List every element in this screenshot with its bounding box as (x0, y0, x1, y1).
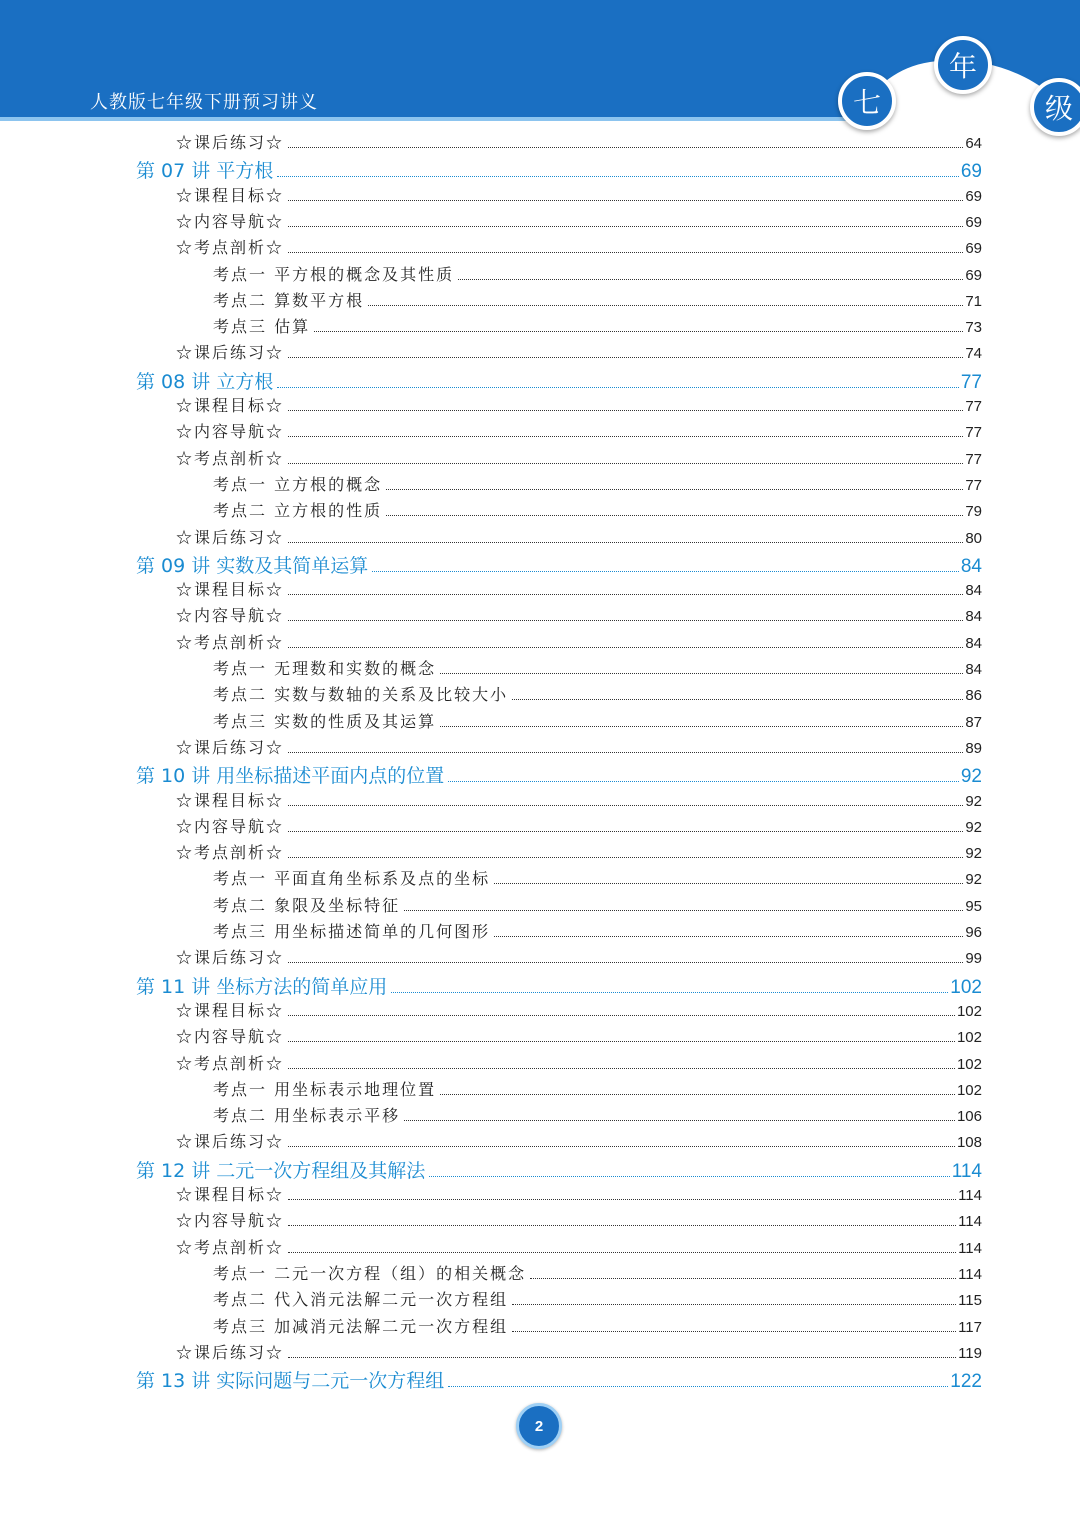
toc-dot-leader (404, 909, 963, 911)
toc-entry-label: ☆课后练习☆ (176, 1342, 285, 1362)
toc-chapter-entry[interactable] (136, 1156, 982, 1183)
toc-dot-leader (288, 356, 963, 358)
toc-entry-label: 第 08 讲 立方根 (136, 370, 274, 393)
toc-section-entry[interactable] (176, 446, 982, 469)
toc-entry-label: ☆课程目标☆ (176, 1185, 285, 1204)
toc-entry-page: 69 (960, 161, 982, 183)
toc-entry-label: 第 07 讲 平方根 (136, 160, 274, 183)
toc-section-entry[interactable] (176, 577, 982, 600)
toc-entry-label: 考点一 平方根的概念及其性质 (213, 264, 455, 284)
toc-dot-leader (440, 1093, 955, 1095)
toc-dot-leader (404, 1119, 955, 1121)
toc-entry-page: 69 (965, 266, 982, 284)
toc-dot-leader (512, 1303, 956, 1305)
toc-section-entry[interactable] (176, 393, 982, 416)
toc-entry-label: ☆考点剖析☆ (176, 238, 285, 258)
toc-entry-label: 第 13 讲 实际问题与二元一次方程组 (136, 1370, 445, 1393)
toc-entry-label: ☆考点剖析☆ (176, 632, 285, 652)
toc-dot-leader (288, 1014, 955, 1016)
toc-entry-page: 92 (965, 845, 982, 863)
toc-dot-leader (391, 991, 948, 993)
toc-entry-page: 102 (956, 1055, 982, 1073)
toc-point-entry[interactable] (213, 498, 982, 521)
toc-section-entry[interactable] (176, 235, 982, 258)
toc-entry-label: 考点一 立方根的概念 (213, 474, 383, 494)
toc-dot-leader (288, 541, 963, 543)
toc-chapter-entry[interactable] (136, 1366, 982, 1393)
toc-entry-label: 考点一 二元一次方程（组）的相关概念 (213, 1263, 527, 1283)
toc-section-entry[interactable] (176, 340, 982, 363)
toc-dot-leader (429, 1175, 949, 1177)
toc-dot-leader (448, 1385, 948, 1387)
toc-point-entry[interactable] (213, 866, 982, 889)
toc-dot-leader (368, 304, 963, 306)
toc-section-entry[interactable] (176, 840, 982, 863)
toc-entry-page: 92 (965, 871, 982, 889)
toc-entry-page: 89 (965, 739, 982, 757)
toc-entry-label: 考点二 象限及坐标特征 (213, 895, 401, 915)
toc-entry-page: 84 (965, 661, 982, 678)
toc-entry-page: 64 (965, 135, 982, 152)
toc-entry-label: 考点二 实数与数轴的关系及比较大小 (213, 685, 509, 705)
toc-entry-label: ☆课程目标☆ (176, 396, 285, 415)
toc-dot-leader (530, 1277, 956, 1279)
toc-entry-label: 考点二 代入消元法解二元一次方程组 (213, 1290, 509, 1310)
toc-entry-page: 114 (958, 1187, 982, 1204)
toc-entry-label: 考点二 用坐标表示平移 (213, 1106, 401, 1126)
toc-entry-page: 84 (965, 582, 982, 600)
toc-entry-page: 92 (960, 766, 982, 788)
toc-section-entry[interactable] (176, 525, 982, 548)
toc-point-entry[interactable] (213, 1314, 982, 1337)
toc-entry-page: 102 (956, 1029, 982, 1047)
toc-entry-page: 102 (956, 1002, 982, 1020)
toc-entry-page: 117 (958, 1318, 982, 1336)
toc-entry-label: ☆考点剖析☆ (176, 1053, 285, 1073)
toc-dot-leader (288, 1198, 956, 1200)
toc-entry-label: ☆课后练习☆ (176, 1132, 285, 1152)
toc-entry-page: 77 (965, 476, 982, 494)
toc-dot-leader (386, 488, 963, 490)
toc-section-entry[interactable] (176, 130, 982, 153)
toc-entry-label: 考点三 估算 (213, 317, 311, 337)
toc-dot-leader (288, 199, 963, 201)
toc-point-entry[interactable] (213, 1077, 982, 1100)
toc-section-entry[interactable] (176, 183, 982, 206)
toc-section-entry[interactable] (176, 788, 982, 811)
toc-entry-label: 考点三 用坐标描述简单的几何图形 (213, 922, 491, 941)
toc-dot-leader (458, 278, 963, 280)
toc-entry-page: 77 (965, 450, 982, 468)
toc-entry-page: 92 (965, 792, 982, 810)
badge-ji: 级 (1030, 78, 1080, 136)
toc-chapter-entry[interactable] (136, 972, 982, 999)
toc-entry-label: ☆课程目标☆ (176, 185, 285, 205)
badge-qi: 七 (838, 72, 896, 130)
toc-entry-label: 考点一 用坐标表示地理位置 (213, 1079, 437, 1099)
toc-entry-page: 69 (965, 240, 982, 258)
toc-dot-leader (288, 409, 963, 411)
toc-chapter-entry[interactable] (136, 551, 982, 578)
toc-dot-leader (288, 1356, 956, 1358)
toc-section-entry[interactable] (176, 630, 982, 653)
toc-entry-label: ☆内容导航☆ (176, 816, 285, 836)
toc-entry-label: ☆内容导航☆ (176, 1027, 285, 1047)
toc-section-entry[interactable] (176, 1129, 982, 1152)
toc-entry-page: 122 (950, 1371, 982, 1393)
toc-entry-page: 119 (958, 1344, 982, 1362)
toc-entry-page: 95 (965, 897, 982, 915)
toc-section-entry[interactable] (176, 735, 982, 758)
toc-section-entry[interactable] (176, 419, 982, 442)
toc-entry-page: 84 (965, 634, 982, 652)
toc-point-entry[interactable] (213, 1103, 982, 1126)
toc-dot-leader (448, 780, 959, 782)
toc-dot-leader (288, 1040, 955, 1042)
toc-entry-label: 考点二 立方根的性质 (213, 501, 383, 521)
page-number: 2 (516, 1403, 562, 1449)
toc-point-entry[interactable] (213, 656, 982, 679)
toc-dot-leader (494, 935, 963, 937)
toc-section-entry[interactable] (176, 1051, 982, 1074)
toc-entry-label: 考点一 平面直角坐标系及点的坐标 (213, 869, 491, 889)
toc-point-entry[interactable] (213, 314, 982, 337)
toc-entry-page: 108 (956, 1134, 982, 1152)
toc-entry-page: 69 (965, 187, 982, 205)
toc-dot-leader (440, 725, 963, 727)
toc-entry-label: ☆考点剖析☆ (176, 843, 285, 863)
toc-entry-label: ☆课程目标☆ (176, 1000, 285, 1020)
toc-entry-page: 80 (965, 529, 982, 547)
toc-dot-leader (288, 225, 963, 227)
toc-chapter-entry[interactable] (136, 156, 982, 183)
toc-section-entry[interactable] (176, 209, 982, 232)
toc-dot-leader (386, 514, 963, 516)
toc-entry-page: 114 (958, 1213, 982, 1231)
toc-entry-page: 99 (965, 950, 982, 968)
toc-entry-label: 第 12 讲 二元一次方程组及其解法 (136, 1159, 426, 1182)
toc-entry-page: 115 (958, 1292, 982, 1310)
toc-dot-leader (288, 1224, 956, 1226)
toc-entry-label: ☆内容导航☆ (176, 606, 285, 626)
toc-entry-page: 79 (965, 503, 982, 521)
toc-dot-leader (288, 804, 963, 806)
toc-dot-leader (288, 830, 963, 832)
toc-entry-label: 第 11 讲 坐标方法的简单应用 (136, 975, 388, 998)
toc-entry-page: 114 (958, 1265, 982, 1283)
toc-entry-page: 86 (965, 687, 982, 705)
toc-entry-page: 84 (965, 608, 982, 626)
badge-nian: 年 (934, 36, 992, 94)
toc-dot-leader (512, 1330, 956, 1332)
toc-entry-label: 考点一 无理数和实数的概念 (213, 659, 437, 678)
toc-section-entry[interactable] (176, 1340, 982, 1363)
toc-dot-leader (277, 175, 959, 177)
toc-point-entry[interactable] (213, 682, 982, 705)
toc-chapter-entry[interactable] (136, 367, 982, 394)
toc-section-entry[interactable] (176, 1182, 982, 1205)
toc-dot-leader (288, 251, 963, 253)
toc-entry-page: 106 (956, 1108, 982, 1126)
toc-entry-page: 87 (965, 713, 982, 731)
toc-point-entry[interactable] (213, 1287, 982, 1310)
toc-entry-page: 77 (965, 424, 982, 442)
toc-dot-leader (288, 646, 963, 648)
book-title: 人教版七年级下册预习讲义 (90, 92, 318, 113)
toc-entry-label: ☆课程目标☆ (176, 790, 285, 810)
toc-entry-label: 第 09 讲 实数及其简单运算 (136, 554, 369, 577)
toc-dot-leader (288, 593, 963, 595)
toc-section-entry[interactable] (176, 1024, 982, 1047)
toc-entry-page: 102 (950, 976, 982, 998)
toc-dot-leader (288, 961, 963, 963)
toc-entry-page: 77 (965, 398, 982, 415)
toc-entry-label: 第 10 讲 用坐标描述平面内点的位置 (136, 765, 445, 788)
toc-point-entry[interactable] (213, 262, 982, 285)
toc-dot-leader (288, 856, 963, 858)
toc-section-entry[interactable] (176, 945, 982, 968)
toc-entry-page: 96 (965, 924, 982, 941)
toc-point-entry[interactable] (213, 288, 982, 311)
toc-entry-page: 77 (960, 371, 982, 393)
toc-section-entry[interactable] (176, 814, 982, 837)
toc-entry-page: 74 (965, 345, 982, 363)
toc-dot-leader (314, 330, 963, 332)
toc-dot-leader (288, 1145, 955, 1147)
toc-dot-leader (288, 435, 963, 437)
toc-entry-label: ☆考点剖析☆ (176, 448, 285, 468)
toc-entry-label: ☆内容导航☆ (176, 422, 285, 442)
toc-dot-leader (372, 570, 959, 572)
toc-dot-leader (288, 619, 963, 621)
toc-entry-page: 84 (960, 555, 982, 577)
toc-section-entry[interactable] (176, 998, 982, 1021)
toc-section-entry[interactable] (176, 1208, 982, 1231)
toc-point-entry[interactable] (213, 472, 982, 495)
toc-entry-page: 71 (965, 292, 982, 310)
toc-dot-leader (288, 1251, 956, 1253)
toc-entry-label: ☆内容导航☆ (176, 211, 285, 231)
toc-dot-leader (288, 462, 963, 464)
toc-entry-label: ☆课后练习☆ (176, 133, 285, 152)
toc-point-entry[interactable] (213, 919, 982, 942)
toc-entry-page: 73 (965, 319, 982, 337)
toc-entry-page: 102 (956, 1081, 982, 1099)
toc-dot-leader (277, 386, 959, 388)
toc-dot-leader (494, 882, 963, 884)
toc-entry-label: ☆课程目标☆ (176, 580, 285, 600)
toc-entry-label: 考点三 实数的性质及其运算 (213, 711, 437, 731)
toc-point-entry[interactable] (213, 893, 982, 916)
toc-entry-label: ☆内容导航☆ (176, 1211, 285, 1231)
toc-dot-leader (288, 1067, 955, 1069)
toc-entry-page: 92 (965, 818, 982, 836)
toc-dot-leader (512, 698, 963, 700)
toc-dot-leader (288, 146, 963, 148)
toc-entry-page: 114 (958, 1239, 982, 1257)
toc-entry-label: ☆考点剖析☆ (176, 1237, 285, 1257)
toc-entry-page: 114 (951, 1160, 982, 1182)
toc-entry-label: 考点二 算数平方根 (213, 290, 365, 310)
toc-entry-label: ☆课后练习☆ (176, 737, 285, 757)
toc-entry-label: 考点三 加减消元法解二元一次方程组 (213, 1316, 509, 1336)
toc-chapter-entry[interactable] (136, 761, 982, 788)
toc-point-entry[interactable] (213, 1261, 982, 1284)
toc-dot-leader (288, 751, 963, 753)
toc-dot-leader (440, 672, 963, 674)
toc-section-entry[interactable] (176, 1235, 982, 1258)
toc-entry-label: ☆课后练习☆ (176, 527, 285, 547)
toc-entry-page: 69 (965, 213, 982, 231)
toc-entry-label: ☆课后练习☆ (176, 948, 285, 968)
toc-point-entry[interactable] (213, 709, 982, 732)
toc-entry-label: ☆课后练习☆ (176, 343, 285, 363)
toc-section-entry[interactable] (176, 603, 982, 626)
